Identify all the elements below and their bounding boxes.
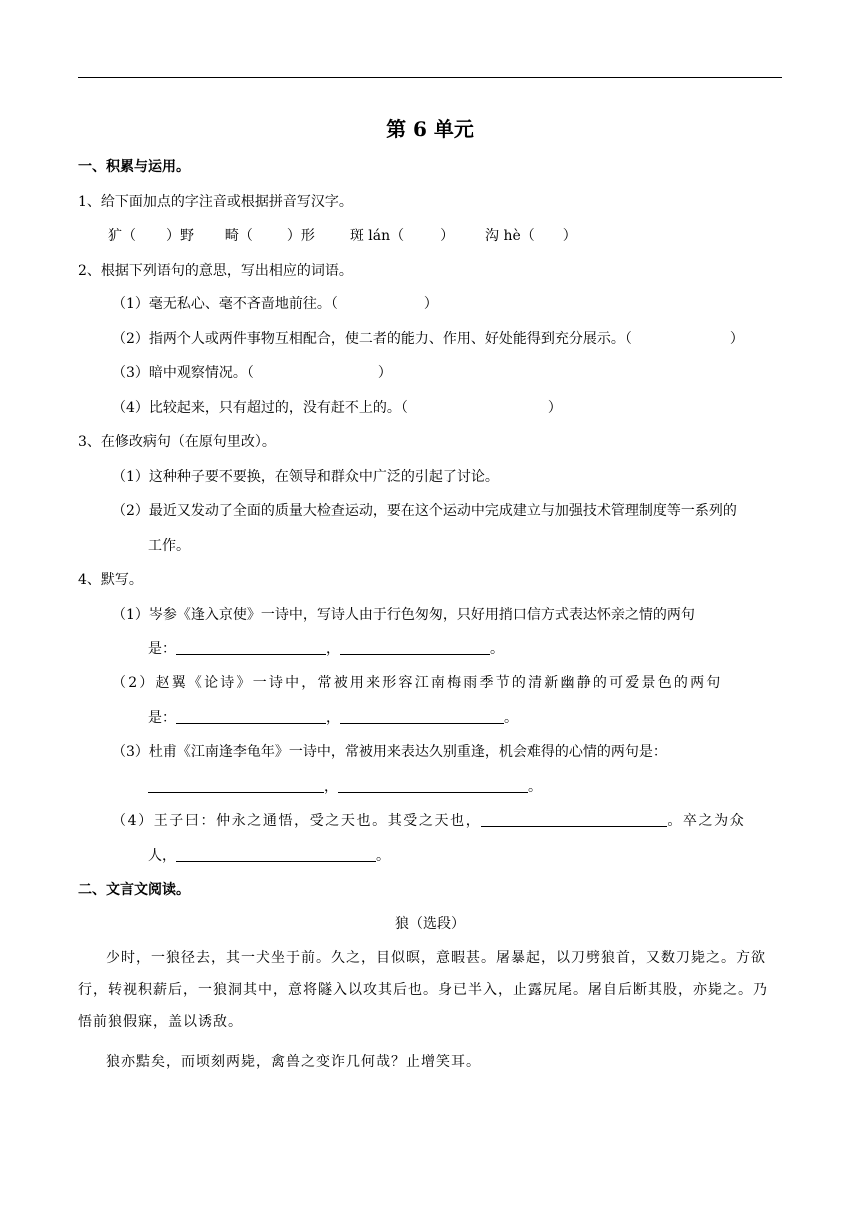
q2-item-4-close: ）: [547, 400, 562, 416]
q4-item-4-text-2: 。卒之为众: [667, 813, 746, 829]
q1-item-1-post: ）野: [166, 228, 194, 244]
q1-item-2-post: ）形: [286, 228, 315, 244]
q1-item-4-post: ）: [562, 228, 577, 244]
q4-prompt: 4、默写。: [78, 572, 143, 588]
q2-item-1: [112, 294, 438, 314]
q2-prompt: 2、根据下列语句的意思，写出相应的词语。: [78, 263, 353, 279]
q3-prompt: 3、在修改病句（在原句里改）。: [78, 434, 276, 450]
q3-item-1: （1）这种种子要不要换，在领导和群众中广泛的引起了讨论。: [112, 469, 499, 485]
q2-item-4: [112, 398, 562, 418]
header-rule: [78, 77, 782, 78]
q4-item-4-line2: [148, 846, 390, 866]
q2-item-3-text: （3）暗中观察情况。（: [112, 365, 254, 381]
q4-item-2-line2: [148, 708, 518, 728]
q2-item-2-text: （2）指两个人或两件事物互相配合，使二者的能力、作用、好处能得到充分展示。（: [112, 331, 632, 347]
q4-item-2-blank-2[interactable]: [340, 709, 504, 724]
q4-item-3-line1: （3）杜甫《江南逢李龟年》一诗中，常被用来表达久别重逢，机会难得的心情的两句是：: [112, 744, 667, 760]
passage-paragraph-2: 狼亦黠矣，而顷刻两毙，禽兽之变诈几何哉？止增笑耳。: [106, 1054, 481, 1070]
q3-item-2-line2: 工作。: [148, 538, 190, 554]
section2-heading: 二、文言文阅读。: [78, 882, 190, 898]
q3-item-2-line1: （2）最近又发动了全面的质量大检查运动，要在这个运动中完成建立与加强技术管理制度等一系列的: [112, 503, 737, 519]
q2-item-2: [112, 329, 744, 349]
q2-item-2-close: ）: [729, 331, 744, 347]
q4-item-1-comma: ，: [326, 641, 340, 657]
q2-item-3-close: ）: [377, 365, 392, 381]
q4-item-2-blank-1[interactable]: [176, 709, 326, 724]
q4-item-2-comma: ，: [326, 710, 340, 726]
q1-item-4-pre: 沟 hè（: [485, 228, 535, 244]
q4-item-4-blank-2[interactable]: [176, 847, 376, 862]
q2-item-1-close: ）: [423, 296, 438, 312]
q1-item-3-pre: 斑 lán（: [349, 228, 405, 244]
q1-item-2-pre: 畸（: [224, 228, 253, 244]
q4-item-4-period: 。: [376, 848, 390, 864]
q4-item-3-line2: [148, 777, 542, 797]
q2-item-1-text: （1）毫无私心、毫不吝啬地前往。（: [112, 296, 338, 312]
q4-item-1-period: 。: [490, 641, 504, 657]
section1-heading: 一、积累与运用。: [78, 159, 190, 175]
q2-item-3: [112, 363, 392, 383]
q1-prompt: 1、给下面加点的字注音或根据拼音写汉字。: [78, 194, 353, 210]
q4-item-4-label: 人，: [148, 848, 176, 864]
q4-item-4-blank-1[interactable]: [481, 812, 667, 827]
q4-item-1-label: 是：: [148, 641, 176, 657]
q4-item-3-blank-2[interactable]: [338, 778, 528, 793]
q1-item-3-post: ）: [440, 228, 455, 244]
q4-item-1-blank-2[interactable]: [340, 640, 490, 655]
passage-paragraph-1: 少时，一狼径去，其一犬坐于前。久之，目似暝，意暇甚。屠暴起，以刀劈狼首，又数刀毙之。方欲行，转视积薪后，一狼洞其中，意将隧入以攻其后也。身已半入，止露尻尾。屠自后断其股，亦毙之。乃悟前狼假寐，盖以诱敌。: [78, 950, 768, 1030]
q4-item-1-line1: （1）岑参《逢入京使》一诗中，写诗人由于行色匆匆，只好用捎口信方式表达怀亲之情的两句: [112, 607, 695, 623]
q2-item-4-text: （4）比较起来，只有超过的，没有赶不上的。（: [112, 400, 408, 416]
q4-item-4-line1: [112, 811, 745, 831]
q1-items: [108, 226, 577, 246]
q4-item-1-blank-1[interactable]: [176, 640, 326, 655]
q4-item-2-label: 是：: [148, 710, 176, 726]
q4-item-2-period: 。: [504, 710, 518, 726]
q4-item-2-line1: （2）赵翼《论诗》一诗中，常被用来形容江南梅雨季节的清新幽静的可爱景色的两句: [112, 675, 723, 691]
q4-item-1-line2: [148, 639, 504, 659]
q4-item-3-comma: ，: [324, 779, 338, 795]
page-title: 第 6 单元: [386, 117, 474, 141]
passage-title: 狼（选段）: [395, 916, 465, 932]
q4-item-3-period: 。: [528, 779, 542, 795]
q4-item-4-text: （4）王子曰：仲永之通悟，受之天也。其受之天也，: [112, 813, 482, 829]
q4-item-3-blank-1[interactable]: [148, 778, 324, 793]
q1-item-1-pre: 犷（: [108, 228, 136, 244]
